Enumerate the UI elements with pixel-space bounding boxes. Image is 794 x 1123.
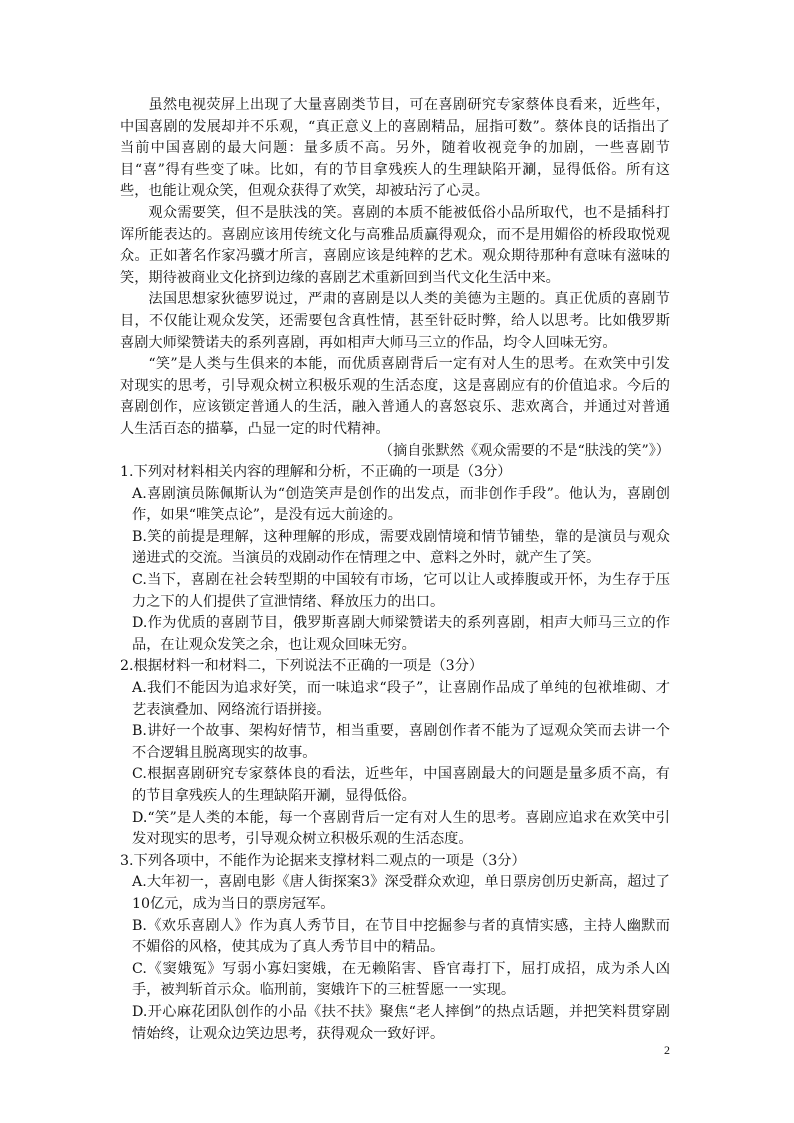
article-paragraph-3: 法国思想家狄德罗说过，严肃的喜剧是以人类的美德为主题的。真正优质的喜剧节目，不仅能让观众发笑，还需要包含真性情，甚至针砭时弊，给人以思考。比如俄罗斯喜剧大师梁赞诺夫的系列喜剧，再如相声大师马三立的作品，均令人回味无穷。	[120, 291, 670, 351]
option-a: A.我们不能因为追求好笑，而一味追求“段子”，让喜剧作品成了单纯的包袱堆砌、才艺表演叠加、网络流行语拼接。	[132, 680, 670, 718]
option-b: B.讲好一个故事、架构好情节，相当重要，喜剧创作者不能为了逗观众笑而去讲一个不合逻辑且脱离现实的故事。	[132, 723, 670, 761]
question-2	[120, 656, 670, 850]
article-paragraph-1: 虽然电视荧屏上出现了大量喜剧类节目，可在喜剧研究专家蔡体良看来，近些年，中国喜剧的发展却并不乐观，“真正意义上的喜剧精品，屈指可数”。蔡体良的话指出了当前中国喜剧的最大问题：量多质不高。另外，随着收视竞争的加剧，一些喜剧节目“喜”得有些变了味。比如，有的节目拿残疾人的生理缺陷开涮，显得低俗。所有这些，也能让观众笑，但观众获得了欢笑，却被玷污了心灵。	[120, 97, 670, 200]
question-stem: 3.下列各项中，不能作为论据来支撑材料二观点的一项是（3分）	[120, 852, 526, 869]
option-d: D.“笑”是人类的本能，每一个喜剧背后一定有对人生的思考。喜剧应追求在欢笑中引发对现实的思考，引导观众树立积极乐观的生活态度。	[132, 809, 670, 848]
page-number: 2	[664, 1043, 670, 1057]
article-paragraph-2: 观众需要笑，但不是肤浅的笑。喜剧的本质不能被低俗小品所取代，也不是插科打诨所能表达的。喜剧应该用传统文化与高雅品质赢得观众，而不是用媚俗的桥段取悦观众。正如著名作家冯骥才所言，喜剧应该是纯粹的艺术。观众期待那种有意味有滋味的笑，期待被商业文化挤到边缘的喜剧艺术重新回到当代文化生活中来。	[120, 204, 670, 286]
option-d: D.开心麻花团队创作的小品《扶不扶》聚焦“老人摔倒”的热点话题，并把笑料贯穿剧情始终，让观众边笑边思考，获得观众一致好评。	[132, 1003, 670, 1042]
article-paragraph-4: “笑”是人类与生俱来的本能，而优质喜剧背后一定有对人生的思考。在欢笑中引发对现实的思考，引导观众树立积极乐观的生活态度，这是喜剧应有的价值追求。今后的喜剧创作，应该锁定普通人的生活，融入普通人的喜怒哀乐、悲欢离合，并通过对普通人生活百态的描摹，凸显一定的时代精神。	[120, 356, 670, 437]
article-source: （摘自张默然《观众需要的不是“肤浅的笑”》）	[378, 442, 670, 459]
option-b: B.《欢乐喜剧人》作为真人秀节目，在节目中挖掘参与者的真情实感，主持人幽默而不媚俗的风格，使其成为了真人秀节目中的精品。	[132, 917, 670, 956]
option-a: A.大年初一，喜剧电影《唐人街探案3》深受群众欢迎，单日票房创历史新高，超过了10亿元，成为当日的票房冠军。	[132, 874, 670, 912]
option-a: A.喜剧演员陈佩斯认为“创造笑声是创作的出发点，而非创作手段”。他认为，喜剧创作，如果“唯笑点论”，是没有远大前途的。	[132, 485, 670, 524]
option-d: D.作为优质的喜剧节目，俄罗斯喜剧大师梁赞诺夫的系列喜剧，相声大师马三立的作品，在让观众发笑之余，也让观众回味无穷。	[132, 615, 670, 653]
exam-page-content	[120, 95, 670, 1045]
option-c: C.当下，喜剧在社会转型期的中国较有市场，它可以让人或捧腹或开怀，为生存于压力之下的人们提供了宣泄情绪、释放压力的出口。	[132, 572, 670, 610]
question-1	[120, 462, 670, 656]
question-stem: 2.根据材料一和材料二，下列说法不正确的一项是（3分）	[120, 658, 484, 675]
option-b: B.笑的前提是理解，这种理解的形成，需要戏剧情境和情节铺垫，靠的是演员与观众递进式的交流。当演员的戏剧动作在情理之中、意料之外时，就产生了笑。	[132, 528, 670, 567]
option-c: C.《窦娥冤》写弱小寡妇窦娥，在无赖陷害、昏官毒打下，屈打成招，成为杀人凶手，被判斩首示众。临刑前，窦娥许下的三桩誓愿一一实现。	[132, 960, 670, 999]
question-stem: 1.下列对材料相关内容的理解和分析，不正确的一项是（3分）	[120, 464, 512, 481]
option-c: C.根据喜剧研究专家蔡体良的看法，近些年，中国喜剧最大的问题是量多质不高，有的节目拿残疾人的生理缺陷开涮，显得低俗。	[132, 766, 670, 804]
question-3	[120, 851, 670, 1045]
